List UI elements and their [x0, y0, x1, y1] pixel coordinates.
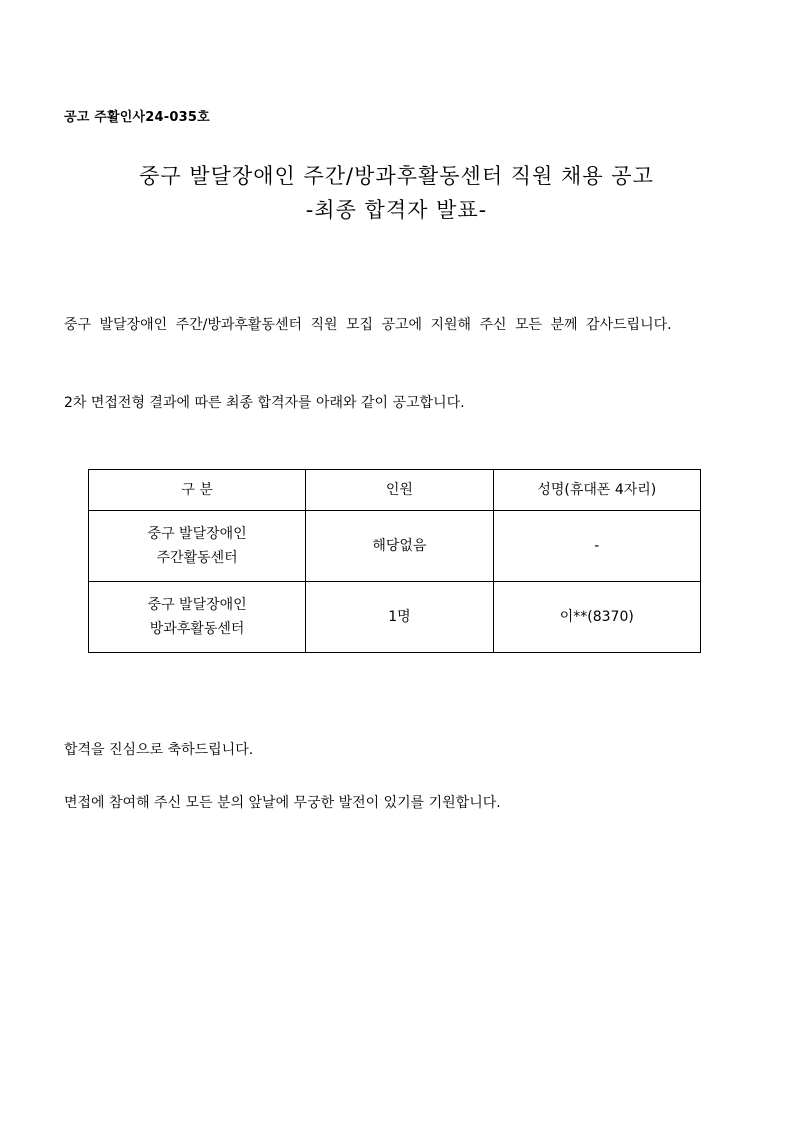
row-count: 1명 [306, 582, 493, 653]
table-row [89, 582, 701, 653]
category-line-1: 중구 발달장애인 [147, 597, 247, 613]
row-category [89, 511, 306, 582]
category-line-2: 주간활동센터 [156, 550, 238, 566]
announce-paragraph: 2차 면접전형 결과에 따른 최종 합격자를 아래와 같이 공고합니다. [64, 395, 465, 411]
title-line-2: -최종 합격자 발표- [305, 198, 488, 222]
title-line-1: 중구 발달장애인 주간/방과후활동센터 직원 채용 공고 [139, 164, 654, 188]
wishes-paragraph: 면접에 참여해 주신 모든 분의 앞날에 무궁한 발전이 있기를 기원합니다. [64, 795, 501, 811]
row-count: 해당없음 [306, 511, 493, 582]
notice-number: 공고 주활인사24-035호 [64, 110, 210, 125]
header-category: 구 분 [89, 470, 306, 511]
row-name: - [493, 511, 700, 582]
category-line-1: 중구 발달장애인 [147, 526, 247, 542]
category-line-2: 방과후활동센터 [149, 621, 245, 637]
thanks-paragraph: 중구 발달장애인 주간/방과후활동센터 직원 모집 공고에 지원해 주신 모든 분께 감사드립니다. [64, 317, 672, 333]
result-table [88, 469, 701, 653]
header-count: 인원 [306, 470, 493, 511]
table-row [89, 511, 701, 582]
congrats-paragraph: 합격을 진심으로 축하드립니다. [64, 742, 254, 758]
header-name: 성명(휴대폰 4자리) [493, 470, 700, 511]
row-name: 이**(8370) [493, 582, 700, 653]
row-category [89, 582, 306, 653]
table-header-row [89, 470, 701, 511]
